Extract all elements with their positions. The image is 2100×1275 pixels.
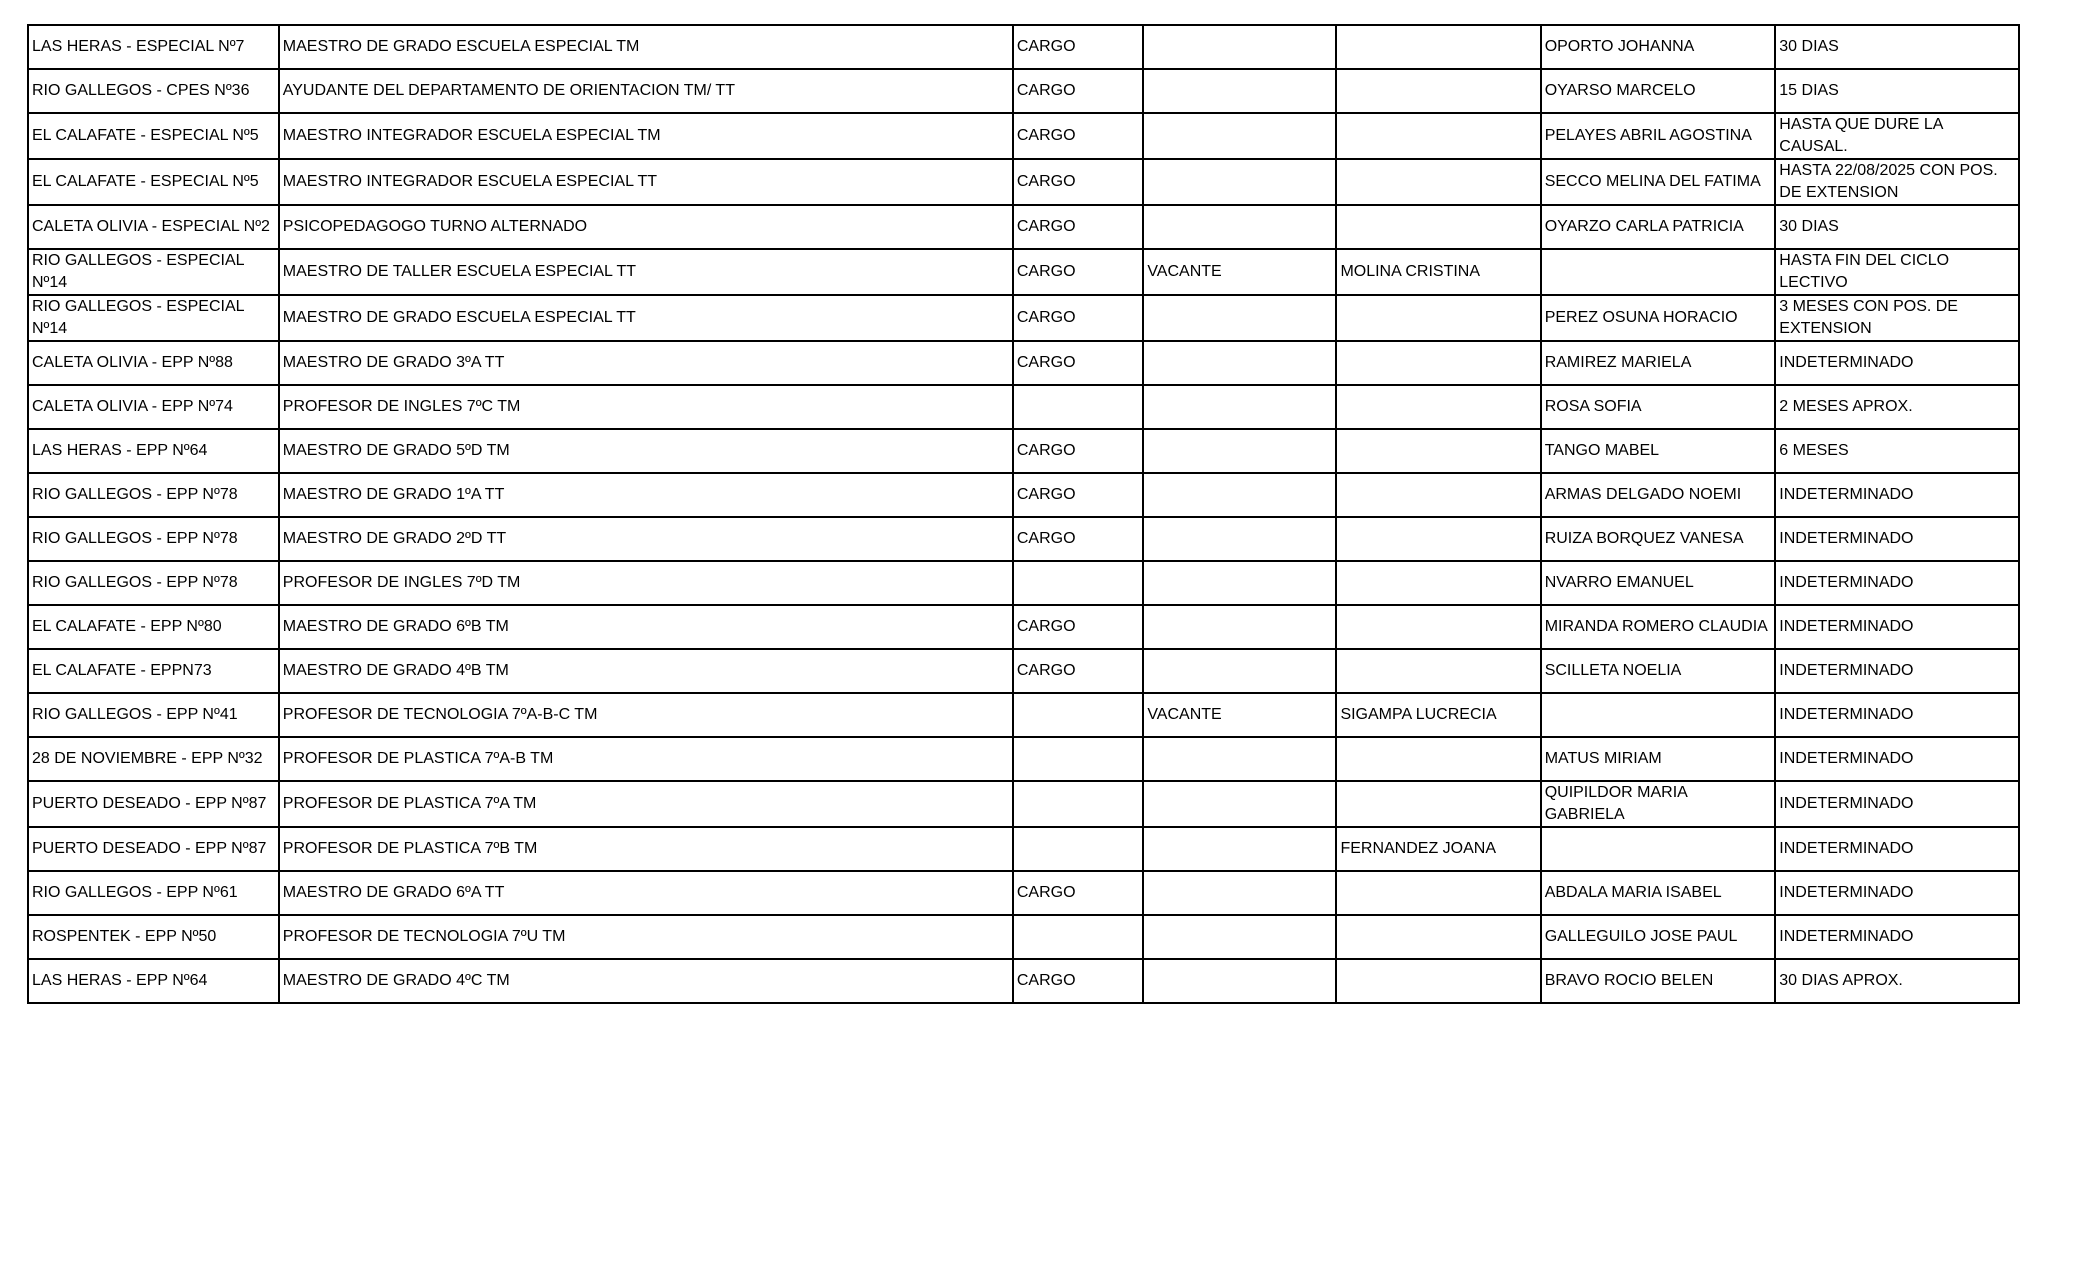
holder-cell — [1336, 341, 1540, 385]
status-cell — [1143, 737, 1336, 781]
document-page — [27, 24, 2020, 1004]
location-cell: PUERTO DESEADO - EPP Nº87 — [28, 781, 279, 827]
location-cell: PUERTO DESEADO - EPP Nº87 — [28, 827, 279, 871]
position-cell: PROFESOR DE PLASTICA 7ºA-B TM — [279, 737, 1013, 781]
assignments-table — [27, 24, 2020, 1004]
substitute-cell: ARMAS DELGADO NOEMI — [1541, 473, 1776, 517]
status-cell — [1143, 113, 1336, 159]
location-cell: RIO GALLEGOS - EPP Nº78 — [28, 473, 279, 517]
holder-cell — [1336, 737, 1540, 781]
type-cell: CARGO — [1013, 295, 1143, 341]
duration-cell: 6 MESES — [1775, 429, 2019, 473]
table-row — [28, 649, 2019, 693]
table-row — [28, 69, 2019, 113]
table-row — [28, 871, 2019, 915]
duration-cell: INDETERMINADO — [1775, 605, 2019, 649]
position-cell: MAESTRO DE GRADO 3ºA TT — [279, 341, 1013, 385]
position-cell: MAESTRO DE GRADO 1ºA TT — [279, 473, 1013, 517]
duration-cell: 30 DIAS APROX. — [1775, 959, 2019, 1003]
position-cell: PROFESOR DE INGLES 7ºC TM — [279, 385, 1013, 429]
holder-cell — [1336, 915, 1540, 959]
table-row — [28, 295, 2019, 341]
position-cell: MAESTRO DE GRADO ESCUELA ESPECIAL TT — [279, 295, 1013, 341]
position-cell: PSICOPEDAGOGO TURNO ALTERNADO — [279, 205, 1013, 249]
status-cell — [1143, 959, 1336, 1003]
table-body — [28, 25, 2019, 1003]
type-cell: CARGO — [1013, 341, 1143, 385]
type-cell: CARGO — [1013, 249, 1143, 295]
table-row — [28, 113, 2019, 159]
position-cell: MAESTRO INTEGRADOR ESCUELA ESPECIAL TT — [279, 159, 1013, 205]
table-row — [28, 385, 2019, 429]
status-cell: VACANTE — [1143, 693, 1336, 737]
duration-cell: INDETERMINADO — [1775, 737, 2019, 781]
type-cell — [1013, 737, 1143, 781]
position-cell: MAESTRO DE GRADO 4ºB TM — [279, 649, 1013, 693]
table-row — [28, 605, 2019, 649]
location-cell: RIO GALLEGOS - EPP Nº61 — [28, 871, 279, 915]
holder-cell — [1336, 561, 1540, 605]
table-row — [28, 517, 2019, 561]
status-cell — [1143, 295, 1336, 341]
table-row — [28, 781, 2019, 827]
type-cell: CARGO — [1013, 959, 1143, 1003]
type-cell: CARGO — [1013, 69, 1143, 113]
holder-cell — [1336, 159, 1540, 205]
duration-cell: INDETERMINADO — [1775, 827, 2019, 871]
duration-cell: INDETERMINADO — [1775, 517, 2019, 561]
substitute-cell: PEREZ OSUNA HORACIO — [1541, 295, 1776, 341]
substitute-cell: OYARSO MARCELO — [1541, 69, 1776, 113]
status-cell — [1143, 649, 1336, 693]
position-cell: PROFESOR DE TECNOLOGIA 7ºU TM — [279, 915, 1013, 959]
substitute-cell: NVARRO EMANUEL — [1541, 561, 1776, 605]
status-cell — [1143, 473, 1336, 517]
substitute-cell — [1541, 249, 1776, 295]
table-row — [28, 959, 2019, 1003]
holder-cell — [1336, 781, 1540, 827]
type-cell — [1013, 827, 1143, 871]
holder-cell — [1336, 295, 1540, 341]
duration-cell: 15 DIAS — [1775, 69, 2019, 113]
duration-cell: 2 MESES APROX. — [1775, 385, 2019, 429]
holder-cell — [1336, 649, 1540, 693]
status-cell — [1143, 69, 1336, 113]
substitute-cell: ABDALA MARIA ISABEL — [1541, 871, 1776, 915]
status-cell — [1143, 871, 1336, 915]
status-cell: VACANTE — [1143, 249, 1336, 295]
location-cell: EL CALAFATE - ESPECIAL Nº5 — [28, 159, 279, 205]
type-cell: CARGO — [1013, 605, 1143, 649]
substitute-cell: ROSA SOFIA — [1541, 385, 1776, 429]
holder-cell — [1336, 113, 1540, 159]
position-cell: MAESTRO DE GRADO 5ºD TM — [279, 429, 1013, 473]
holder-cell — [1336, 69, 1540, 113]
location-cell: RIO GALLEGOS - EPP Nº41 — [28, 693, 279, 737]
type-cell: CARGO — [1013, 871, 1143, 915]
table-row — [28, 341, 2019, 385]
table-row — [28, 827, 2019, 871]
status-cell — [1143, 605, 1336, 649]
type-cell: CARGO — [1013, 473, 1143, 517]
position-cell: PROFESOR DE INGLES 7ºD TM — [279, 561, 1013, 605]
substitute-cell — [1541, 827, 1776, 871]
table-row — [28, 473, 2019, 517]
position-cell: AYUDANTE DEL DEPARTAMENTO DE ORIENTACION TM/ TT — [279, 69, 1013, 113]
type-cell: CARGO — [1013, 429, 1143, 473]
location-cell: 28 DE NOVIEMBRE - EPP Nº32 — [28, 737, 279, 781]
holder-cell — [1336, 473, 1540, 517]
table-row — [28, 429, 2019, 473]
position-cell: MAESTRO DE GRADO 6ºA TT — [279, 871, 1013, 915]
table-row — [28, 737, 2019, 781]
duration-cell: INDETERMINADO — [1775, 341, 2019, 385]
location-cell: RIO GALLEGOS - ESPECIAL Nº14 — [28, 295, 279, 341]
location-cell: RIO GALLEGOS - EPP Nº78 — [28, 561, 279, 605]
holder-cell: FERNANDEZ JOANA — [1336, 827, 1540, 871]
table-row — [28, 159, 2019, 205]
table-row — [28, 249, 2019, 295]
table-row — [28, 205, 2019, 249]
table-row — [28, 915, 2019, 959]
duration-cell: INDETERMINADO — [1775, 693, 2019, 737]
holder-cell — [1336, 25, 1540, 69]
holder-cell — [1336, 605, 1540, 649]
status-cell — [1143, 781, 1336, 827]
status-cell — [1143, 385, 1336, 429]
type-cell: CARGO — [1013, 113, 1143, 159]
position-cell: PROFESOR DE PLASTICA 7ºB TM — [279, 827, 1013, 871]
status-cell — [1143, 827, 1336, 871]
position-cell: MAESTRO INTEGRADOR ESCUELA ESPECIAL TM — [279, 113, 1013, 159]
holder-cell — [1336, 205, 1540, 249]
duration-cell: INDETERMINADO — [1775, 473, 2019, 517]
position-cell: MAESTRO DE GRADO 4ºC TM — [279, 959, 1013, 1003]
substitute-cell: BRAVO ROCIO BELEN — [1541, 959, 1776, 1003]
duration-cell: INDETERMINADO — [1775, 781, 2019, 827]
location-cell: EL CALAFATE - ESPECIAL Nº5 — [28, 113, 279, 159]
location-cell: LAS HERAS - EPP Nº64 — [28, 959, 279, 1003]
substitute-cell: OYARZO CARLA PATRICIA — [1541, 205, 1776, 249]
location-cell: ROSPENTEK - EPP Nº50 — [28, 915, 279, 959]
location-cell: CALETA OLIVIA - ESPECIAL Nº2 — [28, 205, 279, 249]
duration-cell: 3 MESES CON POS. DE EXTENSION — [1775, 295, 2019, 341]
holder-cell: SIGAMPA LUCRECIA — [1336, 693, 1540, 737]
table-row — [28, 25, 2019, 69]
location-cell: LAS HERAS - EPP Nº64 — [28, 429, 279, 473]
substitute-cell: TANGO MABEL — [1541, 429, 1776, 473]
substitute-cell: SECCO MELINA DEL FATIMA — [1541, 159, 1776, 205]
holder-cell — [1336, 517, 1540, 561]
type-cell — [1013, 781, 1143, 827]
substitute-cell: GALLEGUILO JOSE PAUL — [1541, 915, 1776, 959]
type-cell: CARGO — [1013, 205, 1143, 249]
position-cell: MAESTRO DE GRADO 6ºB TM — [279, 605, 1013, 649]
status-cell — [1143, 517, 1336, 561]
location-cell: RIO GALLEGOS - ESPECIAL Nº14 — [28, 249, 279, 295]
holder-cell — [1336, 871, 1540, 915]
table-row — [28, 561, 2019, 605]
status-cell — [1143, 915, 1336, 959]
table-row — [28, 693, 2019, 737]
substitute-cell: PELAYES ABRIL AGOSTINA — [1541, 113, 1776, 159]
substitute-cell: OPORTO JOHANNA — [1541, 25, 1776, 69]
duration-cell: HASTA QUE DURE LA CAUSAL. — [1775, 113, 2019, 159]
type-cell: CARGO — [1013, 159, 1143, 205]
type-cell — [1013, 693, 1143, 737]
type-cell — [1013, 561, 1143, 605]
type-cell — [1013, 915, 1143, 959]
duration-cell: HASTA 22/08/2025 CON POS. DE EXTENSION — [1775, 159, 2019, 205]
type-cell: CARGO — [1013, 517, 1143, 561]
position-cell: PROFESOR DE TECNOLOGIA 7ºA-B-C TM — [279, 693, 1013, 737]
location-cell: CALETA OLIVIA - EPP Nº88 — [28, 341, 279, 385]
location-cell: RIO GALLEGOS - CPES Nº36 — [28, 69, 279, 113]
position-cell: MAESTRO DE GRADO 2ºD TT — [279, 517, 1013, 561]
location-cell: RIO GALLEGOS - EPP Nº78 — [28, 517, 279, 561]
location-cell: LAS HERAS - ESPECIAL Nº7 — [28, 25, 279, 69]
position-cell: MAESTRO DE TALLER ESCUELA ESPECIAL TT — [279, 249, 1013, 295]
substitute-cell: MIRANDA ROMERO CLAUDIA — [1541, 605, 1776, 649]
status-cell — [1143, 561, 1336, 605]
status-cell — [1143, 341, 1336, 385]
substitute-cell: MATUS MIRIAM — [1541, 737, 1776, 781]
duration-cell: INDETERMINADO — [1775, 871, 2019, 915]
holder-cell — [1336, 385, 1540, 429]
type-cell: CARGO — [1013, 25, 1143, 69]
duration-cell: INDETERMINADO — [1775, 561, 2019, 605]
position-cell: MAESTRO DE GRADO ESCUELA ESPECIAL TM — [279, 25, 1013, 69]
substitute-cell: RAMIREZ MARIELA — [1541, 341, 1776, 385]
location-cell: EL CALAFATE - EPPN73 — [28, 649, 279, 693]
type-cell — [1013, 385, 1143, 429]
type-cell: CARGO — [1013, 649, 1143, 693]
duration-cell: 30 DIAS — [1775, 205, 2019, 249]
substitute-cell: SCILLETA NOELIA — [1541, 649, 1776, 693]
holder-cell: MOLINA CRISTINA — [1336, 249, 1540, 295]
duration-cell: INDETERMINADO — [1775, 915, 2019, 959]
status-cell — [1143, 159, 1336, 205]
holder-cell — [1336, 429, 1540, 473]
duration-cell: INDETERMINADO — [1775, 649, 2019, 693]
location-cell: EL CALAFATE - EPP Nº80 — [28, 605, 279, 649]
location-cell: CALETA OLIVIA - EPP Nº74 — [28, 385, 279, 429]
substitute-cell — [1541, 693, 1776, 737]
position-cell: PROFESOR DE PLASTICA 7ºA TM — [279, 781, 1013, 827]
status-cell — [1143, 429, 1336, 473]
substitute-cell: RUIZA BORQUEZ VANESA — [1541, 517, 1776, 561]
status-cell — [1143, 205, 1336, 249]
duration-cell: HASTA FIN DEL CICLO LECTIVO — [1775, 249, 2019, 295]
status-cell — [1143, 25, 1336, 69]
substitute-cell: QUIPILDOR MARIA GABRIELA — [1541, 781, 1776, 827]
holder-cell — [1336, 959, 1540, 1003]
duration-cell: 30 DIAS — [1775, 25, 2019, 69]
